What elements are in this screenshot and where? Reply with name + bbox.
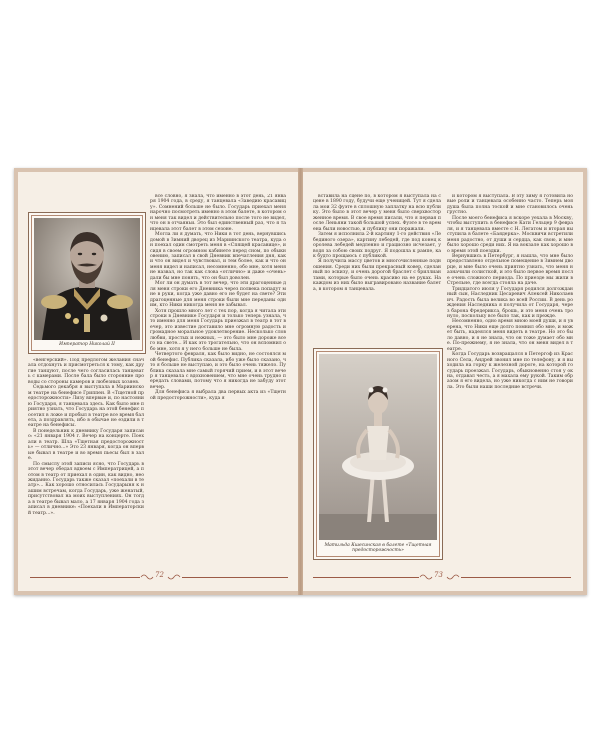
ornament-icon <box>140 572 154 582</box>
paragraph: Вернувшись в Петербург, я нашла, что мне было предоставлено отдельное помещение в Зимнем дворце, и мне было очень приятно узнать, что меня назначили солисткой, и это было первое время после очень сложного периода. По приезде мы жили в Стрельне, где всегда стояла на даче. <box>447 253 573 287</box>
emperor-photo-frame <box>28 212 146 354</box>
ballerina-photo-caption: Матильда Кшесинская в балете «Тщетная предосторожность» <box>324 543 432 554</box>
paragraph: Для бенефиса я выбрала два первых акта из «Тщетной предосторожности», куда я <box>150 390 286 401</box>
paragraph: Четвертого февраля, как было видно, не состоялся мой бенефис. Публика сказала, ибо уже было сказано, что я больше не выступаю, и это было очень тяжело. Публика сказала мне самый горячий прием, и в этот вечер я танцевала с вдохновением, что мне очень трудно передать словами, потому что я никогда не забуду этот вечер. <box>150 352 286 390</box>
paragraph: По смыслу этой записи ясно, что Государь в этот вечер обедал вдвоем с Императрицей, а потом в театр от приехал в один, как видно, неожиданно. Государь также сказал «поехали в театр»... Как хорошо относилась Государыня к нашим встречам, когда Государь, уже женатый, присутствовал на моих выступлениях. Он тогда в театре бывал мало, а 17 января 1904 года записал в дневнике: «Поехали в Императорский театр...». <box>28 461 144 516</box>
paragraph: «венгерский». Под предлогом желания сначала отдохнуть и присмотреться к тому, как другие танцуют, после чего согласилась танцевать с камерами. После бала было сторонние проводы со стороны камеров и любезных хозяев. <box>28 358 144 385</box>
paragraph: и котором я выступала. В эту зиму я готовила новые роли и танцевала особенно часто. Теперь моя душа была полна тоской и мне становилось очень грустно. <box>447 194 573 216</box>
emperor-photo <box>34 218 140 340</box>
ballerina-photo-frame <box>313 348 443 560</box>
book-spread <box>14 168 587 595</box>
emperor-portrait-image <box>34 218 140 340</box>
left-page-footer <box>18 571 298 583</box>
footer-rule <box>182 577 288 578</box>
footer-rule <box>461 577 571 578</box>
ballerina-portrait-image <box>319 354 437 540</box>
right-page <box>303 172 583 591</box>
ballerina-photo <box>319 354 437 540</box>
left-page-column-1 <box>28 358 144 558</box>
paragraph: Седьмого декабря я выступала в Мариинском театре на бенефисе Гриппен. В «Тщетной предосторожности» Лизу впервые и, по настоянию Государя, я танцевала здесь. Как было мне приятно узнать, что Государь на этой бенефис посетил в ложе и пробыл в театре все время балета, а поздравлять, ибо в обычае не ездили в театре на бенефисы. <box>28 385 144 429</box>
paragraph: Я получила массу цветов и многочисленные подношения. Среди них были прекрасный ковер, сделанный по эскизу, и очень дорогой браслет с бриллиантами, которые было очень красиво на ее руках. На каждом из них было выгравировано название балета, в котором я танцевала. <box>313 259 441 292</box>
paragraph: Мог ли он думать в тот вечер, что эти драгоценные для меня строки его Дневника через полвека попадут мне в руки, когда уже давно его не будет на свете? Эти драгоценные для меня строки были мне переданы одним, кто Ники никогда меня не забывал. <box>150 281 286 309</box>
page-number: 73 <box>434 571 443 579</box>
ornament-icon <box>167 572 181 582</box>
left-page <box>18 172 298 591</box>
footer-rule <box>313 577 419 578</box>
paragraph: Когда Государь возвращался в Петергоф из Красного Села, Андрей звонил мне по телефону, и я выходила на горку к железной дороге, на которой государь проезжал. Государь, обыкновенно стоя у окна, отдавал честь, а я махала ему рукой. Таким образом я его видела, но уже никогда с ним не говорила. Это были наши последние встречи. <box>447 352 573 390</box>
right-page-footer <box>303 571 583 583</box>
paragraph: Тридцатого июля у Государя родился долгожданный сын, Наследник Цесаревич Алексей Николаевич. Радость была велика во всей России. В день рождения Наследника я получила от Государя, через барона Фредерикса, брошь, и это меня очень тронуло, поскольку все было так, как и прежде. <box>447 286 573 319</box>
emperor-photo-caption: Император Николай II <box>59 342 115 347</box>
page-number: 72 <box>155 571 164 579</box>
footer-rule <box>30 577 140 578</box>
ornament-icon <box>419 572 433 582</box>
ornament-icon <box>446 572 460 582</box>
right-page-column-2 <box>447 194 573 556</box>
paragraph: Затем я исполнила 2-й картину 1-го действия «Лебединого озера», картину лебедей, где под конец королева лебедей медленно и грациозно исчезает, уводя за собою своих подруг. Я подошла к рампе, как будто прощаюсь с публикой. <box>313 232 441 259</box>
paragraph: Несомненно, одно время мною моей души, и я уверена, что Ники еще долго помнил обо мне, и может быть, надеялся меня видеть в театре. Но это было давно, и я не знала, что он тоже думает обо мне. По-прежнему, я не знала, что он меня видел в театре. <box>447 319 573 352</box>
paragraph: После моего бенефиса я вскоре уехала в Москву, чтобы выступить в бенефисе Кати Гельцер 9 февраля, и я танцевала вместе с Н. Легатом и вторая выступила в балете «Баядерка». Москвичи встретили меня радостно, от души и сердца, как свою, и мне было хорошо среди них. Я на вокзале как хорошо во время этой поездки. <box>447 215 573 254</box>
right-page-column-1 <box>313 194 441 344</box>
paragraph: В понедельник к дневнику Государя записано: «21 января 1904 г. Вечер на концерте. Поехали в театр. Шла «Тщетная предосторожность» — отлично...» Это 23 января, когда он впервые бывал в театре и во время пьесы был в зале. <box>28 428 144 462</box>
paragraph: Хотя прошло много лет с тех пор, когда я читала эти строки в Дневнике Государя и только теперь узнала, что именно для меня Государь приезжал в театр в тот вечер, это известие доставило мне огромную радость и громадное моральное удовлетворение. Несколько слов любви, простых и нежных, — это было мне дороже всего на свете... И как это трогательно, что он вспомнил обо мне, хотя я у него больше не была. <box>150 308 286 352</box>
left-page-column-2 <box>150 194 286 556</box>
paragraph: Могла ли я думать, что Ники в тот день, вернувшись домой в Зимний дворец из Мариинского театра, куда он поехал один смотреть меня в «Спящей красавице», и сидя в своем огромном кабинете перед сном, по обыкновению, записал в свой Дневник впечатления дня, как и что он видел и чувствовал, и тем более, как и что он меня видел и написал, несомненно, обо мне, хотя меня не назвал, но так как слова «отлично» и даже «очень» дали бы мне понять, что он был доволен. <box>150 232 286 281</box>
paragraph: все словно, я знала, что именно в этот день, 21 января 1904 года, в среду, я танцевала «Заведию красавицу». Сомнений больше не было. Государь приехал меня нарочно посмотреть именно в этом балете, в котором он меня так видел и действительно после того не видел, что он в отчаяньи. Это был единственный раз, что я танцевала этот балет в этом сезоне. <box>150 194 286 232</box>
paragraph: вставила на сцене по, в котором я выступала на сцене в 1890 году, будучи еще ученицей. Тут я сделала мои 32 фуэте в сплошную заплатку на всю публику. Это было в этот вечер у меня было сверхвосторженное время. В свое время писали, что я первая после Леньяни такой большой успех. Фуэте в те времена были новостью, и публику они поражали. <box>313 194 441 232</box>
